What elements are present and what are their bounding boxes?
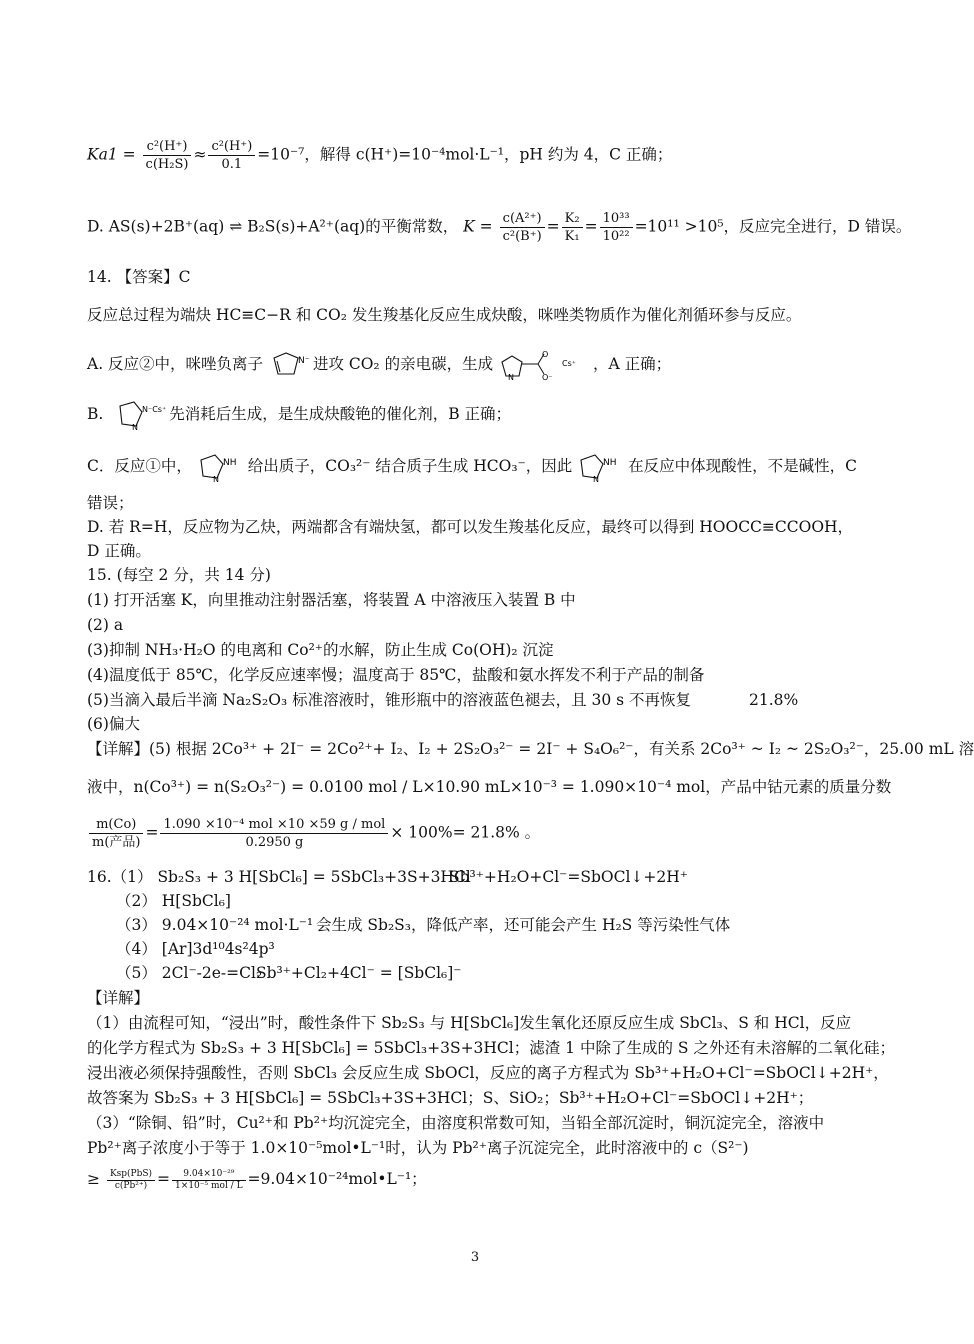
svg-text:N: N (132, 423, 139, 432)
option-d-continued: D 正确。 (87, 542, 151, 560)
answer-14-heading: 14. 【答案】C (87, 268, 191, 286)
sulfide-concentration-equation: ≥ $\frac{\text{Ksp(PbS)}}{\text{c(Pb²⁺)}}$ = $\frac{\text{9.04×10⁻²⁹}}{\text{1×10⁻⁵ mol / L}}$ =9.04×10⁻²⁴mol•L⁻¹； (87, 1168, 427, 1191)
detail-16-line-6: Pb²⁺离子浓度小于等于 1.0×10⁻⁵mol•L⁻¹时，认为 Pb²⁺离子沉淀完全，此时溶液中的 c（S²⁻) (87, 1139, 749, 1157)
ksp-value-fraction: $\frac{\text{9.04×10⁻²⁹}}{\text{1×10⁻⁵ mol / L}}$ (172, 1169, 246, 1192)
equilibrium-constant-line: D. AS(s)+2B⁺(aq) ⇌ B₂S(s)+A²⁺(aq)的平衡常数， K = $\frac{\text{c(A²⁺)}}{\text{c²(B⁺)}}$ = $\frac{\text{K₂}}{\text{K₁}}$ = $\frac{\text{10³³}}{\text{10²²}}$ =10¹¹ >10⁵，反应完全进行，D 错误。 (87, 211, 912, 244)
imidazole-cesium-structure (108, 400, 167, 432)
answer-16-4: （4） [Ar]3d¹⁰4s²4p³ (116, 940, 275, 958)
page-number: 3 (470, 1250, 480, 1265)
answer-15-3: (3)抑制 NH₃·H₂O 的电离和 Co²⁺的水解，防止生成 Co(OH)₂ 沉淀 (87, 641, 554, 659)
svg-text:N: N (212, 475, 219, 484)
power-fraction: $\frac{\text{10³³}}{\text{10²²}}$ (600, 210, 633, 245)
ka1-result-text: =10⁻⁷，解得 c(H⁺)=10⁻⁴mol·L⁻¹，pH 约为 4，C 正确； (257, 145, 673, 164)
detail-16-line-5: （3）“除铜、铅”时，Cu²⁺和 Pb²⁺均沉淀完全，由溶度积常数可知，当铅全部沉淀时，铜沉淀完全，溶液中 (87, 1114, 825, 1132)
mass-fraction-equation: $\frac{m(Co)}{\text{m(产品)}}$ = $\frac{\text{1.090 ×10⁻⁴ mol ×10 ×59 g / mol}}{0.2950 g}$ × 100%= 21.8% 。 (87, 816, 890, 851)
imidazole-nh-structure-2 (577, 452, 623, 482)
answer-15-2: (2) a (87, 616, 124, 634)
answer-15-5-percent: 21.8% (749, 691, 799, 709)
svg-text:O: O (542, 350, 549, 359)
detail-15-line-2: 液中，n(Co³⁺) = n(S₂O₃²⁻) = 0.0100 mol / L×10.90 mL×10⁻³ = 1.090×10⁻⁴ mol，产品中钴元素的质量分数 (87, 778, 892, 796)
answer-15-6: (6)偏大 (87, 715, 140, 733)
option-b-line: B. N N⁻Cs⁺ 先消耗后生成，是生成炔酸铯的催化剂，B 正确； (87, 400, 890, 430)
detail-16-line-4: 故答案为 Sb₂S₃ + 3 H[SbCl₆] = 5SbCl₃+3S+3HCl；S、SiO₂；Sb³⁺+H₂O+Cl⁻=SbOCl↓+2H⁺； (87, 1089, 814, 1107)
option-c-line: C．反应①中， N NH 给出质子，CO₃²⁻ 结合质子生成 HCO₃⁻，因此 N NH 在反应中体现酸性，不是碱性，C (87, 452, 890, 482)
imidazole-nh-structure-1 (197, 452, 243, 482)
equilibrium-text: D. AS(s)+2B⁺(aq) ⇌ B₂S(s)+A²⁺(aq)的平衡常数， (87, 217, 459, 236)
svg-text:NH: NH (222, 458, 237, 468)
svg-text:N⁻: N⁻ (298, 356, 310, 366)
detail-16-heading: 【详解】 (87, 989, 150, 1007)
fraction-2: $\frac{\text{c²(H⁺)}}{0.1}$ (208, 138, 255, 173)
calc-fraction: $\frac{\text{1.090 ×10⁻⁴ mol ×10 ×59 g / mol}}{0.2950 g}$ (160, 816, 388, 851)
svg-text:NH: NH (603, 458, 617, 468)
answer-16-1: 16.（1） Sb₂S₃ + 3 H[SbCl₆] = 5SbCl₃+3S+3HCl Sb³⁺+H₂O+Cl⁻=SbOCl↓+2H⁺ (87, 868, 688, 886)
detail-16-line-1: （1）由流程可知，“浸出”时，酸性条件下 Sb₂S₃ 与 H[SbCl₆]发生氧化还原反应生成 SbCl₃、S 和 HCl，反应 (87, 1014, 852, 1032)
ka1-equation-line: Ka1 = $\frac{\text{c²(H⁺)}}{\text{c(H₂S)}}$ ≈ $\frac{\text{c²(H⁺)}}{0.1}$ =10⁻⁷，解得 c(H⁺)=10⁻⁴mol·L⁻¹，pH 约为 4，C 正确； (87, 139, 673, 172)
detail-15-line-1: 【详解】(5) 根据 2Co³⁺ + 2I⁻ = 2Co²⁺+ I₂、I₂ + 2S₂O₃²⁻ = 2I⁻ + S₄O₆²⁻，有关系 2Co³⁺ ~ I₂ ~ 2S₂O₃²⁻，25.00 mL 溶 (87, 740, 974, 758)
equilibrium-result: =10¹¹ >10⁵，反应完全进行，D 错误。 (634, 217, 912, 236)
svg-text:N: N (593, 475, 600, 484)
answer-15-5: (5)当滴入最后半滴 Na₂S₂O₃ 标准溶液时，锥形瓶中的溶液蓝色褪去，且 30 s 不再恢复 21.8% (87, 691, 799, 709)
svg-text:O⁻: O⁻ (542, 373, 553, 382)
svg-text:N⁻Cs⁺: N⁻Cs⁺ (142, 405, 167, 414)
k-fraction: $\frac{\text{c(A²⁺)}}{\text{c²(B⁺)}}$ (500, 210, 545, 245)
detail-16-line-2: 的化学方程式为 Sb₂S₃ + 3 H[SbCl₆] = 5SbCl₃+3S+3HCl；滤渣 1 中除了生成的 S 之外还有未溶解的二氧化硅； (87, 1039, 895, 1057)
imidazole-carboxylate-structure (498, 350, 588, 380)
co-mass-fraction: $\frac{m(Co)}{\text{m(产品)}}$ (89, 816, 143, 851)
option-a-line: A. 反应②中，咪唑负离子 N⁻ 进攻 CO₂ 的亲电碳，生成 N O O⁻ Cs⁺ ，A 正确； (87, 350, 672, 382)
reaction-summary: 反应总过程为端炔 HC≡C−R 和 CO₂ 发生羧基化反应生成炔酸，咪唑类物质作为催化剂循环参与反应。 (87, 306, 802, 324)
svg-text:Cs⁺: Cs⁺ (562, 359, 576, 368)
k2-k1-fraction: $\frac{\text{K₂}}{\text{K₁}}$ (562, 210, 583, 245)
answer-16-2: （2） H[SbCl₆] (116, 892, 231, 910)
ka1-label: Ka1 = (87, 145, 136, 164)
question-15-heading: 15. (每空 2 分，共 14 分) (87, 566, 271, 584)
answer-16-3: （3） 9.04×10⁻²⁴ mol·L⁻¹ 会生成 Sb₂S₃，降低产率，还可能会产生 H₂S 等污染性气体 (116, 916, 731, 934)
fraction-1: $\frac{\text{c²(H⁺)}}{\text{c(H₂S)}}$ (143, 138, 192, 173)
svg-text:N: N (508, 373, 514, 382)
answer-15-1: (1) 打开活塞 K，向里推动注射器活塞，将装置 A 中溶液压入装置 B 中 (87, 591, 576, 609)
option-c-continued: 错误； (87, 494, 134, 512)
answer-16-5: （5） 2Cl⁻-2e-=Cl₂ Sb³⁺+Cl₂+4Cl⁻ = [SbCl₆]⁻ (116, 964, 462, 982)
ksp-fraction: $\frac{\text{Ksp(PbS)}}{\text{c(Pb²⁺)}}$ (107, 1169, 155, 1192)
detail-16-line-3: 浸出液必须保持强酸性，否则 SbCl₃ 会反应生成 SbOCl，反应的离子方程式为 Sb³⁺+H₂O+Cl⁻=SbOCl↓+2H⁺， (87, 1064, 889, 1082)
answer-15-4: (4)温度低于 85℃，化学反应速率慢；温度高于 85℃，盐酸和氨水挥发不利于产品的制备 (87, 666, 705, 684)
imidazole-anion-structure (268, 350, 308, 380)
option-d-line: D. 若 R=H，反应物为乙炔，两端都含有端炔氢，都可以发生羧基化反应，最终可以得到 HOOCC≡CCOOH， (87, 518, 854, 536)
